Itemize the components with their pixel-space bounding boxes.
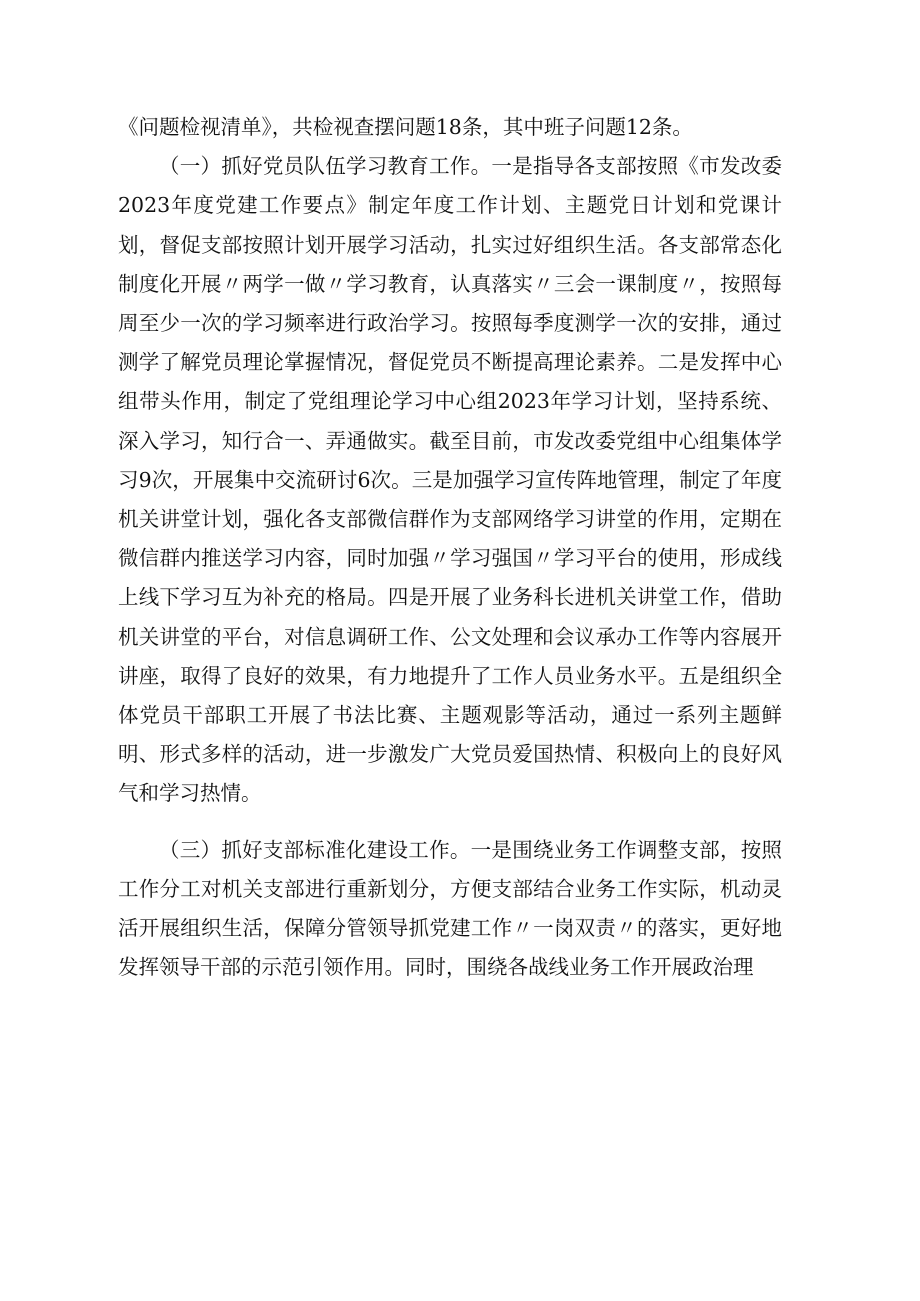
paragraph-study-education: （一）抓好党员队伍学习教育工作。一是指导各支部按照《市发改委2023年度党建工作要点》制定年度工作计划、主题党日计划和党课计划，督促支部按照计划开展学习活动，扎实过好组织生活。各支部常态化制度化开展〃两学一做〃学习教育，认真落实〃三会一课制度〃，按照每周至少一次的学习频率进行政治学习。按照每季度测学一次的安排，通过测学了解党员理论掌握情况，督促党员不断提高理论素养。二是发挥中心组带头作用，制定了党组理论学习中心组2023年学习计划，坚持系统、深入学习，知行合一、弄通做实。截至目前，市发改委党组中心组集体学习9次，开展集中交流研讨6次。三是加强学习宣传阵地管理，制定了年度机关讲堂计划，强化各支部微信群作为支部网络学习讲堂的作用，定期在微信群内推送学习内容，同时加强〃学习强国〃学习平台的使用，形成线上线下学习互为补充的格局。四是开展了业务科长进机关讲堂工作，借助机关讲堂的平台，对信息调研工作、公文处理和会议承办工作等内容展开讲座，取得了良好的效果，有力地提升了工作人员业务水平。五是组织全体党员干部职工开展了书法比赛、主题观影等活动，通过一系列主题鲜明、形式多样的活动，进一步激发广大党员爱国热情、积极向上的良好风气和学习热情。: [118, 154, 782, 806]
paragraph-continuation: 《问题检视清单》，共检视查摆问题18条，其中班子问题12条。: [118, 115, 693, 139]
document-body: [118, 108, 782, 987]
paragraph-branch-standardization: （三）抓好支部标准化建设工作。一是围绕业务工作调整支部，按照工作分工对机关支部进行重新划分，方便支部结合业务工作实际，机动灵活开展组织生活，保障分管领导抓党建工作〃一岗双责〃的落实，更好地发挥领导干部的示范引领作用。同时，围绕各战线业务工作开展政治理: [118, 837, 782, 980]
